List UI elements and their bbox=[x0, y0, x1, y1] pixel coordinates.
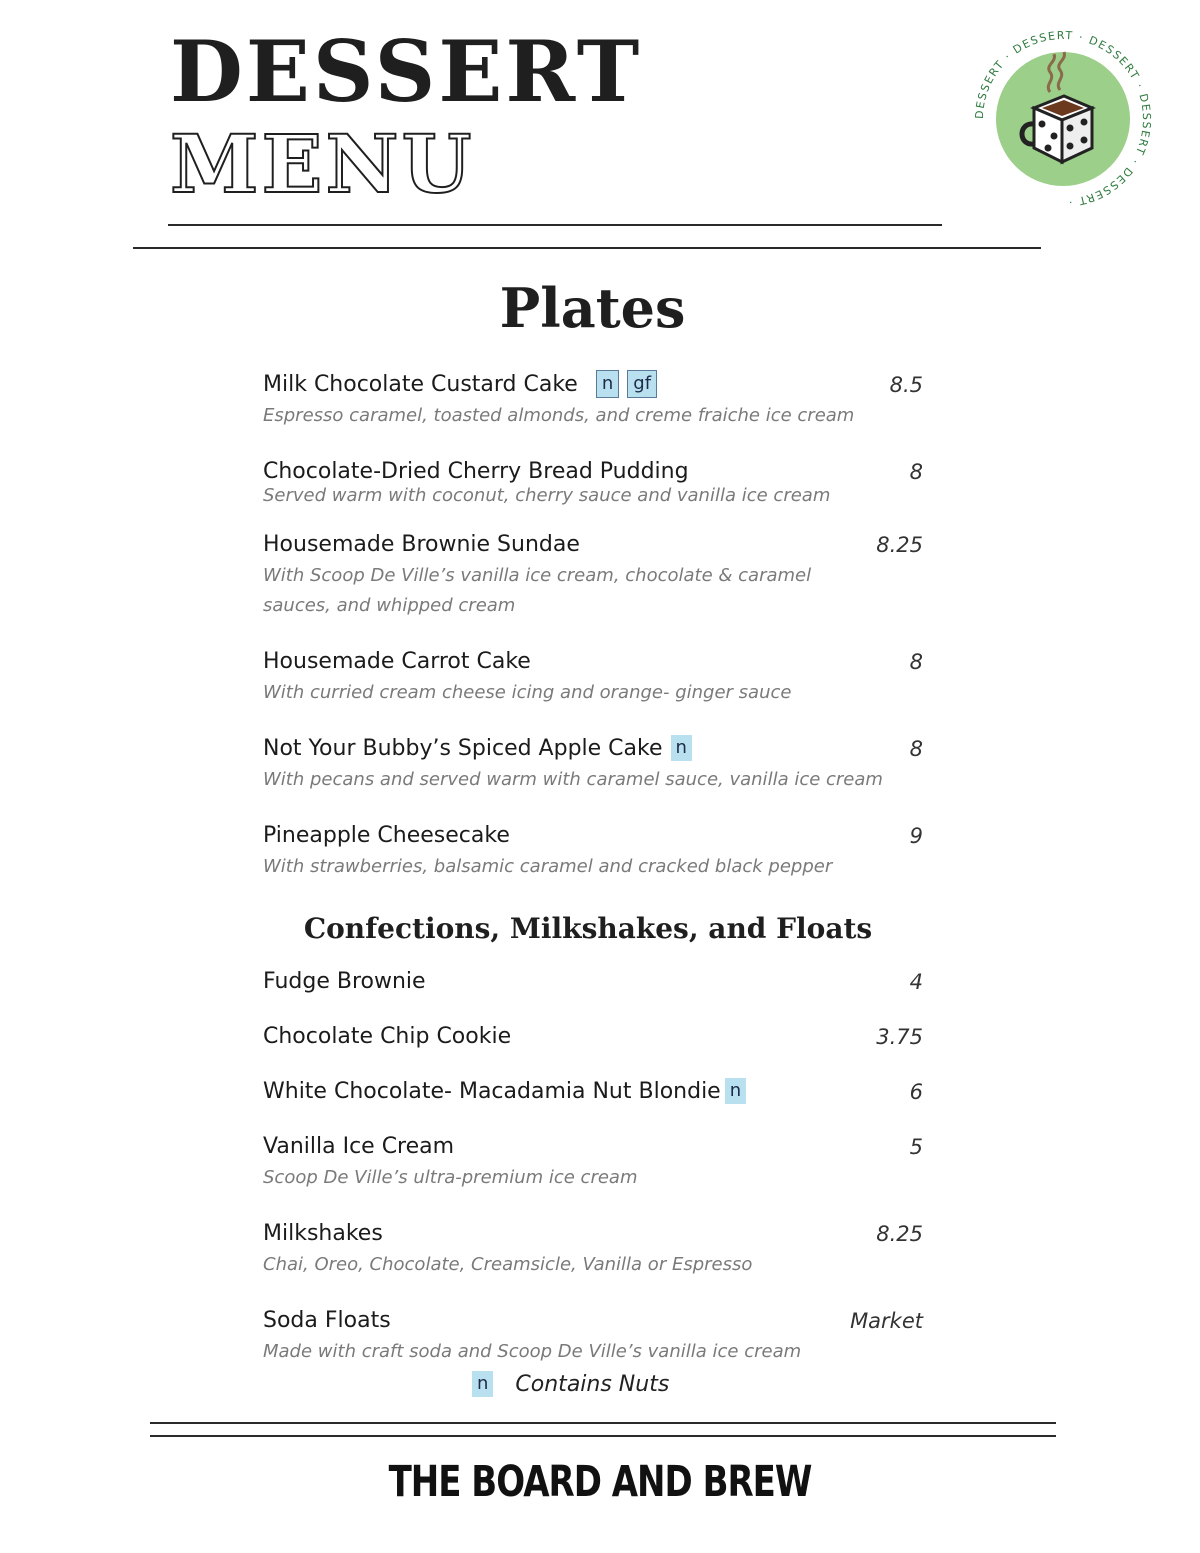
item-description: Made with craft soda and Scoop De Ville’s vanilla ice cream bbox=[263, 1341, 802, 1362]
item-price: 8 bbox=[909, 650, 923, 674]
item-description: With curried cream cheese icing and orange- ginger sauce bbox=[263, 682, 792, 703]
item-description: With pecans and served warm with caramel sauce, vanilla ice cream bbox=[263, 769, 883, 790]
item-price: 8.5 bbox=[889, 373, 923, 397]
item-name: Milkshakes bbox=[263, 1221, 383, 1246]
gluten-free-tag: gf bbox=[627, 370, 657, 398]
item-description: Scoop De Ville’s ultra-premium ice cream bbox=[263, 1167, 638, 1188]
item-name: Chocolate Chip Cookie bbox=[263, 1024, 512, 1049]
item-name: Housemade Carrot Cake bbox=[263, 649, 531, 674]
nut-tag: n bbox=[725, 1078, 746, 1104]
item-description: Served warm with coconut, cherry sauce and vanilla ice cream bbox=[263, 485, 831, 506]
item-description: Chai, Oreo, Chocolate, Creamsicle, Vanilla or Espresso bbox=[263, 1254, 753, 1275]
board-and-brew-logo: THE BOARD AND BREW bbox=[388, 1457, 812, 1507]
menu-item bbox=[263, 1219, 923, 1280]
item-price: 4 bbox=[909, 970, 923, 994]
nut-tag: n bbox=[596, 370, 619, 398]
badge-ring-text-path: DESSERT · DESSERT · DESSERT · DESSERT · DESSERT · bbox=[972, 28, 1154, 209]
menu-title-dessert: DESSERT bbox=[170, 22, 643, 121]
item-name: Vanilla Ice Cream bbox=[263, 1134, 455, 1159]
item-price: 8 bbox=[909, 737, 923, 761]
item-price: Market bbox=[850, 1309, 923, 1333]
item-name: White Chocolate- Macadamia Nut Blondie bbox=[263, 1079, 721, 1104]
header-rule-lower bbox=[133, 247, 1041, 249]
item-name: Chocolate-Dried Cherry Bread Pudding bbox=[263, 459, 689, 484]
nut-tag: n bbox=[671, 735, 692, 761]
item-name: Housemade Brownie Sundae bbox=[263, 532, 580, 557]
header-rule-upper bbox=[168, 224, 942, 226]
item-name: Pineapple Cheesecake bbox=[263, 823, 510, 848]
plates-heading: Plates bbox=[499, 276, 686, 340]
item-price: 6 bbox=[909, 1080, 923, 1104]
menu-item bbox=[263, 967, 923, 997]
menu-item bbox=[263, 821, 923, 882]
item-description: Espresso caramel, toasted almonds, and creme fraiche ice cream bbox=[263, 405, 855, 426]
item-price: 8.25 bbox=[876, 1222, 923, 1246]
menu-item bbox=[263, 1132, 923, 1193]
menu-item bbox=[263, 734, 923, 795]
footer-rule-lower bbox=[150, 1435, 1056, 1437]
item-price: 8.25 bbox=[876, 533, 923, 557]
menu-title-menu: MENU bbox=[170, 117, 475, 211]
item-description: With Scoop De Ville’s vanilla ice cream, chocolate & caramel sauces, and whipped cream bbox=[263, 565, 812, 616]
menu-item bbox=[263, 370, 923, 431]
item-price: 3.75 bbox=[876, 1025, 923, 1049]
dessert-badge-logo bbox=[972, 28, 1154, 210]
item-price: 8 bbox=[909, 460, 923, 484]
item-name: Not Your Bubby’s Spiced Apple Cake bbox=[263, 736, 663, 761]
menu-item bbox=[263, 1022, 923, 1052]
menu-item bbox=[263, 1077, 923, 1107]
footer-rule-upper bbox=[150, 1422, 1056, 1424]
item-description: With strawberries, balsamic caramel and cracked black pepper bbox=[263, 856, 833, 877]
menu-item bbox=[263, 647, 923, 708]
menu-item bbox=[263, 457, 923, 511]
item-name: Milk Chocolate Custard Cake bbox=[263, 372, 578, 397]
legend-label: Contains Nuts bbox=[515, 1372, 670, 1397]
menu-item bbox=[263, 530, 923, 621]
allergen-legend bbox=[472, 1371, 669, 1397]
item-price: 9 bbox=[909, 824, 923, 848]
menu-item bbox=[263, 1306, 923, 1367]
item-name: Fudge Brownie bbox=[263, 969, 426, 994]
nut-tag: n bbox=[472, 1371, 493, 1397]
confections-heading: Confections, Milkshakes, and Floats bbox=[303, 912, 873, 945]
item-price: 5 bbox=[909, 1135, 923, 1159]
item-name: Soda Floats bbox=[263, 1308, 391, 1333]
